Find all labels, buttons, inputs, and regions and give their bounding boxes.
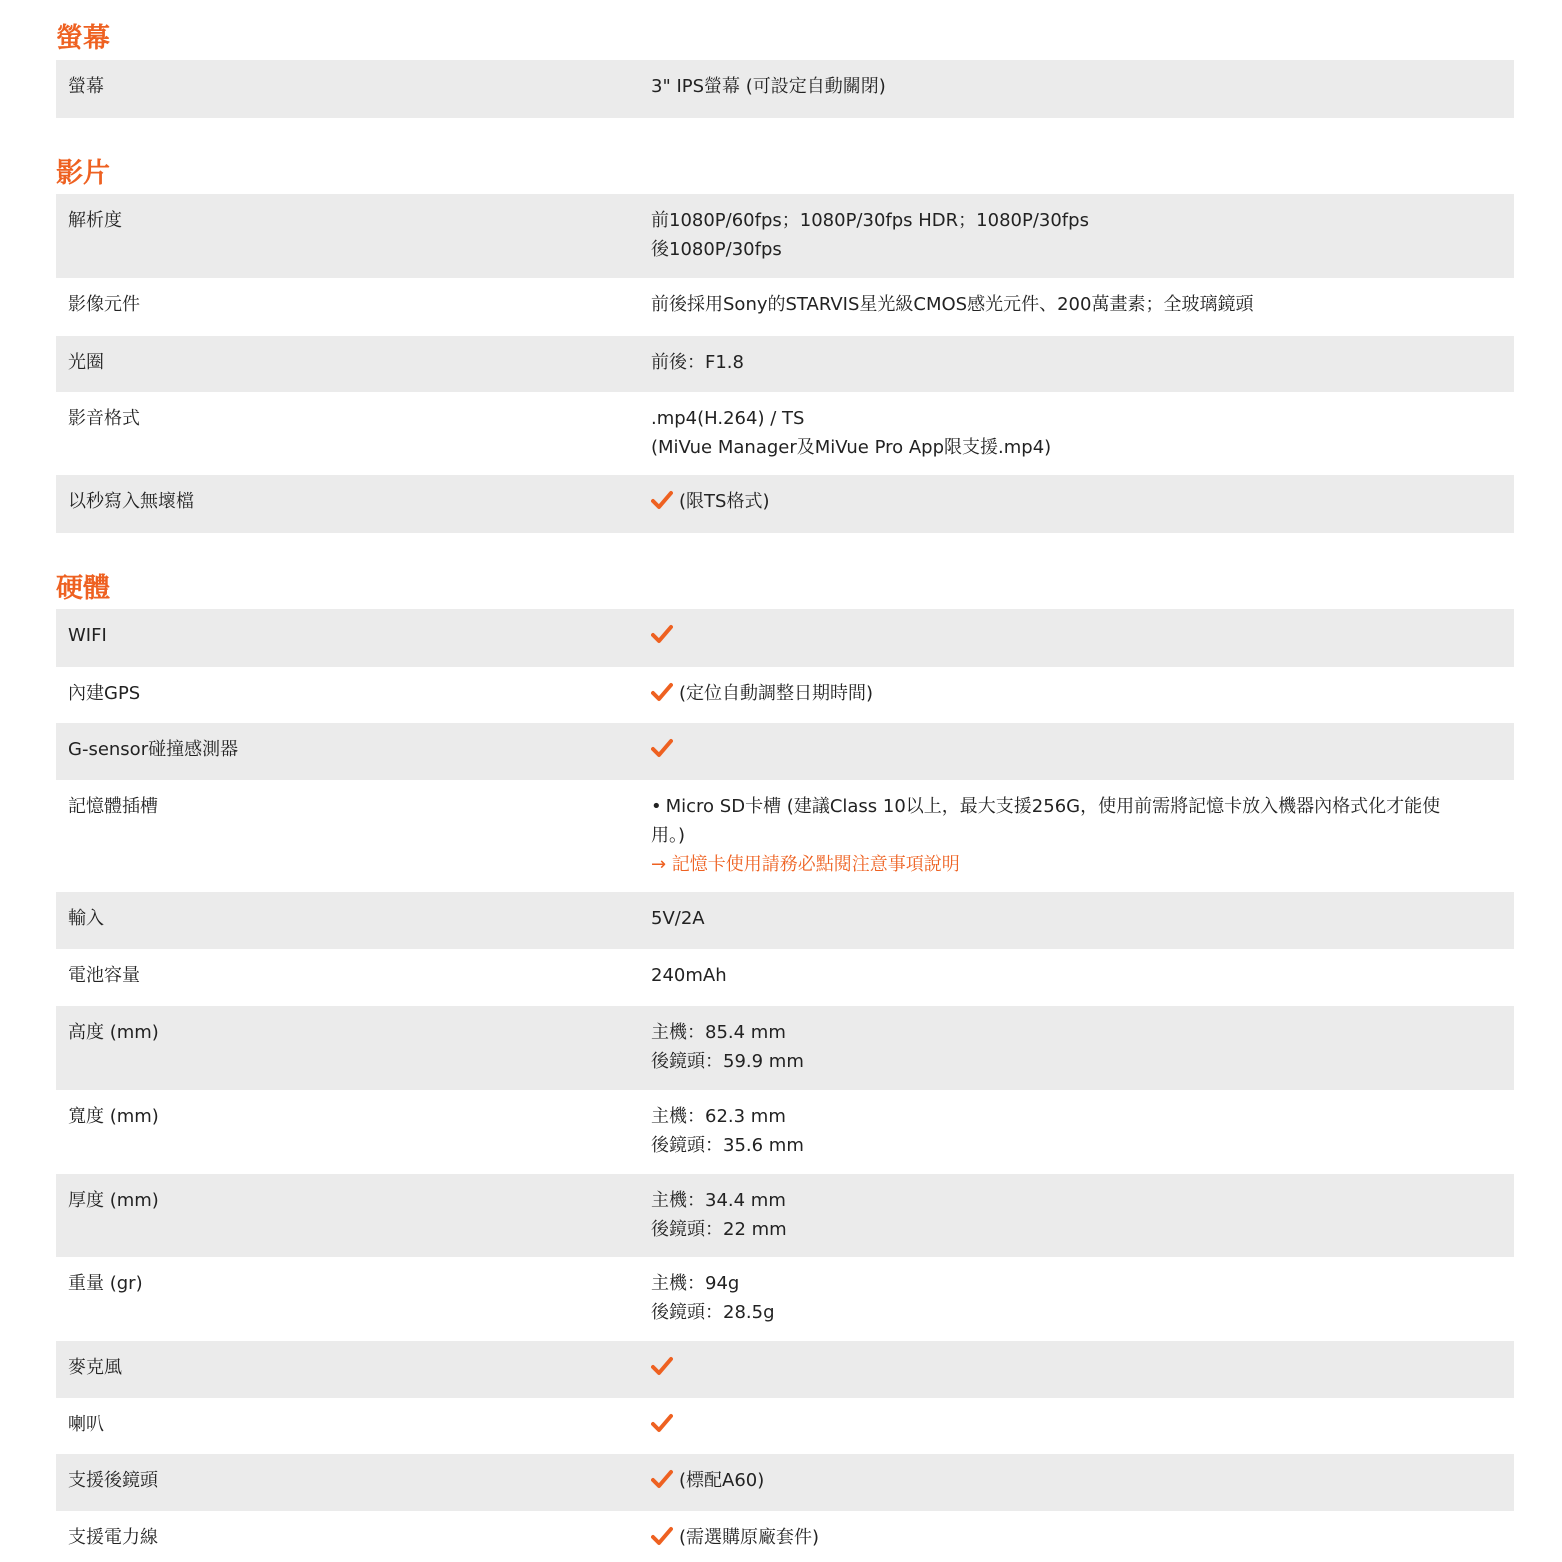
spec-label: 寬度 (mm): [68, 1106, 159, 1127]
spec-value: [651, 1269, 1491, 1327]
spec-label: 支援電力線: [68, 1527, 158, 1548]
section-title-hardware: 硬體: [56, 573, 110, 604]
spec-row-width: [56, 1090, 1514, 1174]
checkmark-icon: [651, 1469, 673, 1489]
spec-value-line: 後1080P/30fps: [651, 239, 782, 260]
spec-row-screen: [56, 60, 1514, 118]
spec-value: [651, 1018, 1491, 1076]
spec-label: 光圈: [68, 352, 104, 373]
spec-value-line: .mp4(H.264) / TS: [651, 408, 805, 429]
spec-value-line: 主機：94g: [651, 1273, 740, 1294]
spec-value-line: [651, 792, 1491, 821]
spec-value-line: 後鏡頭：22 mm: [651, 1219, 787, 1240]
spec-label: 麥克風: [68, 1357, 122, 1378]
spec-note: (定位自動調整日期時間): [679, 683, 874, 704]
spec-value: [651, 792, 1491, 879]
checkmark-icon: [651, 1356, 673, 1376]
spec-value-line: 主機：62.3 mm: [651, 1106, 786, 1127]
checkmark-icon: [651, 682, 673, 702]
spec-row-thickness: [56, 1174, 1514, 1257]
spec-value-line: 後鏡頭：59.9 mm: [651, 1051, 804, 1072]
spec-note: (需選購原廠套件): [679, 1527, 820, 1548]
spec-value: [651, 1186, 1491, 1244]
spec-row-weight: [56, 1257, 1514, 1341]
spec-label: G-sensor碰撞感測器: [68, 739, 239, 760]
spec-label: 厚度 (mm): [68, 1190, 159, 1211]
bullet-icon: •: [651, 796, 662, 817]
spec-label: 解析度: [68, 210, 122, 231]
spec-row-resolution: [56, 194, 1514, 278]
spec-row-sensor: [56, 278, 1514, 336]
spec-value: [651, 487, 1491, 516]
spec-row-no-corrupt: [56, 475, 1514, 533]
section-title-video: 影片: [56, 158, 110, 189]
spec-row-video-format: [56, 392, 1514, 475]
spec-label: WIFI: [68, 625, 107, 646]
spec-row-microphone: [56, 1341, 1514, 1398]
spec-row-speaker: [56, 1398, 1514, 1454]
spec-row-power-cable: [56, 1511, 1514, 1562]
spec-label: 高度 (mm): [68, 1022, 159, 1043]
spec-label: 喇叭: [68, 1414, 104, 1435]
spec-value: [651, 621, 1491, 650]
spec-value: 前後：F1.8: [651, 352, 744, 373]
spec-label: 支援後鏡頭: [68, 1470, 158, 1491]
spec-value: [651, 206, 1491, 264]
checkmark-icon: [651, 1413, 673, 1433]
spec-value: 240mAh: [651, 965, 727, 986]
spec-value: [651, 404, 1491, 462]
spec-value-text: Micro SD卡槽 (建議Class 10以上，最大支援256G，使用前需將記憶卡放入機器內格式化才能使: [665, 796, 1441, 817]
spec-label: 影音格式: [68, 408, 140, 429]
spec-row-gps: [56, 667, 1514, 723]
checkmark-icon: [651, 738, 673, 758]
spec-value-line: 後鏡頭：35.6 mm: [651, 1135, 804, 1156]
spec-label: 輸入: [68, 908, 104, 929]
spec-value-line: (MiVue Manager及MiVue Pro App限支援.mp4): [651, 437, 1052, 458]
spec-value: 前後採用Sony的STARVIS星光級CMOS感光元件、200萬畫素；全玻璃鏡頭: [651, 294, 1254, 315]
spec-label: 影像元件: [68, 294, 140, 315]
memory-card-notice-link[interactable]: → 記憶卡使用請務必點閱注意事項說明: [651, 854, 960, 875]
spec-value: [651, 1466, 1491, 1495]
spec-value: [651, 1102, 1491, 1160]
spec-label: 以秒寫入無壞檔: [68, 491, 194, 512]
spec-note: (標配A60): [679, 1470, 765, 1491]
spec-row-aperture: [56, 336, 1514, 392]
spec-label: 內建GPS: [68, 683, 141, 704]
spec-row-gsensor: [56, 723, 1514, 780]
spec-value: [651, 1353, 1491, 1382]
spec-value: [651, 735, 1491, 764]
spec-value: [651, 1523, 1491, 1552]
spec-note: (限TS格式): [679, 491, 770, 512]
spec-value: [651, 1410, 1491, 1439]
spec-value-line: 前1080P/60fps；1080P/30fps HDR；1080P/30fps: [651, 210, 1089, 231]
spec-row-input: [56, 892, 1514, 949]
section-title-screen: 螢幕: [56, 23, 110, 54]
spec-value: 3" IPS螢幕 (可設定自動關閉): [651, 76, 886, 97]
checkmark-icon: [651, 624, 673, 644]
spec-label: 電池容量: [68, 965, 140, 986]
checkmark-icon: [651, 1526, 673, 1546]
spec-value: 5V/2A: [651, 908, 705, 929]
spec-row-wifi: [56, 609, 1514, 667]
spec-value-line: 主機：34.4 mm: [651, 1190, 786, 1211]
spec-row-battery: [56, 949, 1514, 1006]
spec-value-line: 後鏡頭：28.5g: [651, 1302, 775, 1323]
spec-label: 記憶體插槽: [68, 796, 158, 817]
spec-row-rear-camera: [56, 1454, 1514, 1511]
spec-value-line: 用。): [651, 825, 686, 846]
spec-value-line: 主機：85.4 mm: [651, 1022, 786, 1043]
spec-label: 重量 (gr): [68, 1273, 143, 1294]
spec-row-height: [56, 1006, 1514, 1090]
spec-label: 螢幕: [68, 76, 104, 97]
spec-value: [651, 679, 1491, 708]
spec-row-memory-slot: [56, 780, 1514, 892]
checkmark-icon: [651, 490, 673, 510]
